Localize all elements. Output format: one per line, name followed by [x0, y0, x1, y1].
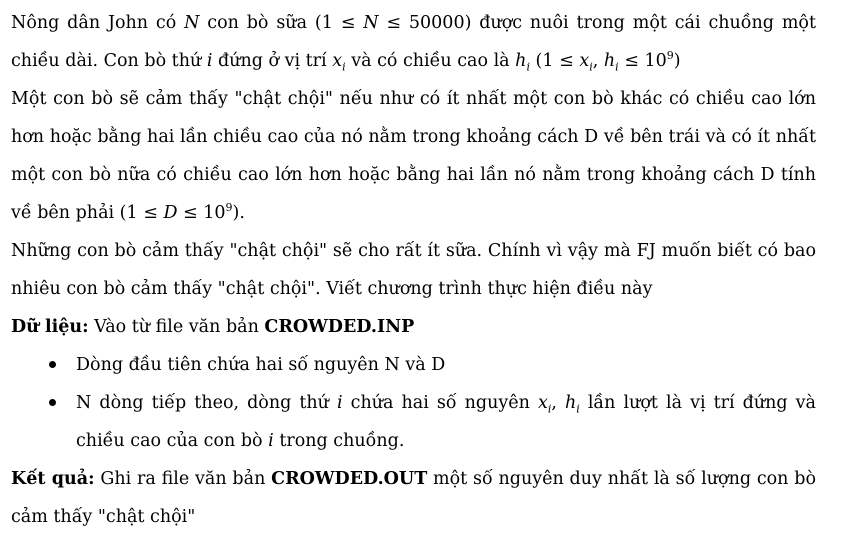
list-item: Dòng đầu tiên chứa hai số nguyên N và D	[49, 346, 816, 384]
task-description: Những con bò cảm thấy "chật chội" sẽ cho rất ít sữa. Chính vì vậy mà FJ muốn biết có bao nhiêu con bò cảm thấy "chật chội". Viết chương trình thực hiện điều này	[11, 241, 816, 299]
crowded-definition: Một con bò sẽ cảm thấy "chật chội" nếu như có ít nhất một con bò khác có chiều cao lớn hơn hoặc bằng hai lần chiều cao của nó nằm trong khoảng cách D về bên trái và có ít nhất một con bò nữa có chiều cao lớn hơn hoặc bằng hai lần nó nằm trong khoảng cách D tính về bên phải $(1 \le D \le 10^9)$.	[11, 89, 816, 223]
bullet-icon	[49, 399, 56, 406]
input-format-list	[11, 346, 816, 460]
input-section: Dữ liệu: Vào từ file văn bản CROWDED.INP	[11, 317, 415, 337]
output-filename: CROWDED.OUT	[271, 469, 428, 489]
output-section: Kết quả: Ghi ra file văn bản CROWDED.OUT một số nguyên duy nhất là số lượng con bò cảm thấy "chật chội"	[11, 469, 816, 527]
problem-statement: Nông dân John có N con bò sữa (1 ≤ N ≤ 50000) được nuôi trong một cái chuồng một chiều dài. Con bò thứ i đứng ở vị trí $x_i$ và có chiều cao là $h_i$ ($1 \le x_i$, $h_i \le 10^9$)	[11, 13, 816, 74]
output-label: Kết quả:	[11, 469, 95, 489]
bullet-icon	[49, 361, 56, 368]
input-filename: CROWDED.INP	[264, 317, 415, 337]
list-item: N dòng tiếp theo, dòng thứ i chứa hai số nguyên $x_i$, $h_i$ lần lượt là vị trí đứng và chiều cao của con bò i trong chuồng.	[49, 384, 816, 460]
input-label: Dữ liệu:	[11, 317, 89, 337]
